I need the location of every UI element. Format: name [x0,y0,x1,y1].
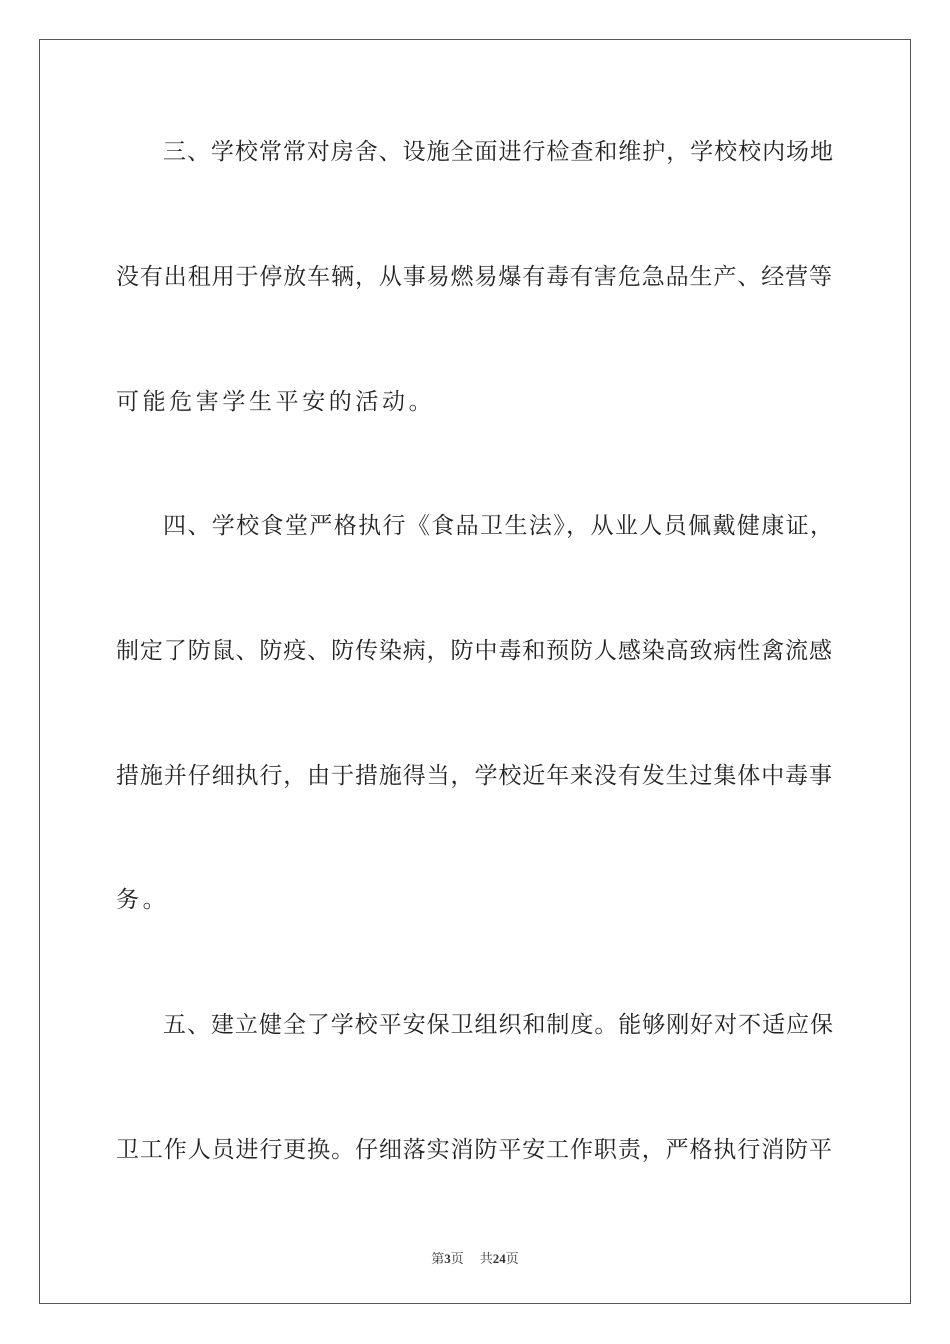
paragraph-4-line-3: 措施并仔细执行，由于措施得当，学校近年来没有发生过集体中毒事 [116,763,832,789]
page-footer [0,1248,950,1267]
footer-page-prefix: 第 [431,1251,445,1266]
paragraph-5-line-2: 卫工作人员进行更换。仔细落实消防平安工作职责，严格执行消防平 [116,1137,832,1163]
footer-page-number: 3 [444,1251,451,1266]
paragraph-3-line-1: 三、学校常常对房舍、设施全面进行检查和维护，学校校内场地 [163,139,833,165]
footer-page-suffix: 页 [450,1251,464,1266]
paragraph-5-line-1: 五、建立健全了学校平安保卫组织和制度。能够刚好对不适应保 [163,1012,833,1038]
paragraph-4-line-4: 务。 [116,887,170,913]
paragraph-4-line-2: 制定了防鼠、防疫、防传染病，防中毒和预防人感染高致病性禽流感 [116,638,832,664]
footer-total-suffix: 页 [505,1251,519,1266]
footer-total-prefix: 共 [479,1251,493,1266]
page-border [39,39,911,1304]
footer-total-pages: 24 [492,1251,506,1266]
paragraph-3-line-2: 没有出租用于停放车辆，从事易燃易爆有毒有害危急品生产、经营等 [116,264,832,290]
paragraph-3-line-3: 可能危害学生平安的活动。 [116,389,436,415]
paragraph-4-line-1: 四、学校食堂严格执行《食品卫生法》，从业人员佩戴健康证， [163,513,833,539]
